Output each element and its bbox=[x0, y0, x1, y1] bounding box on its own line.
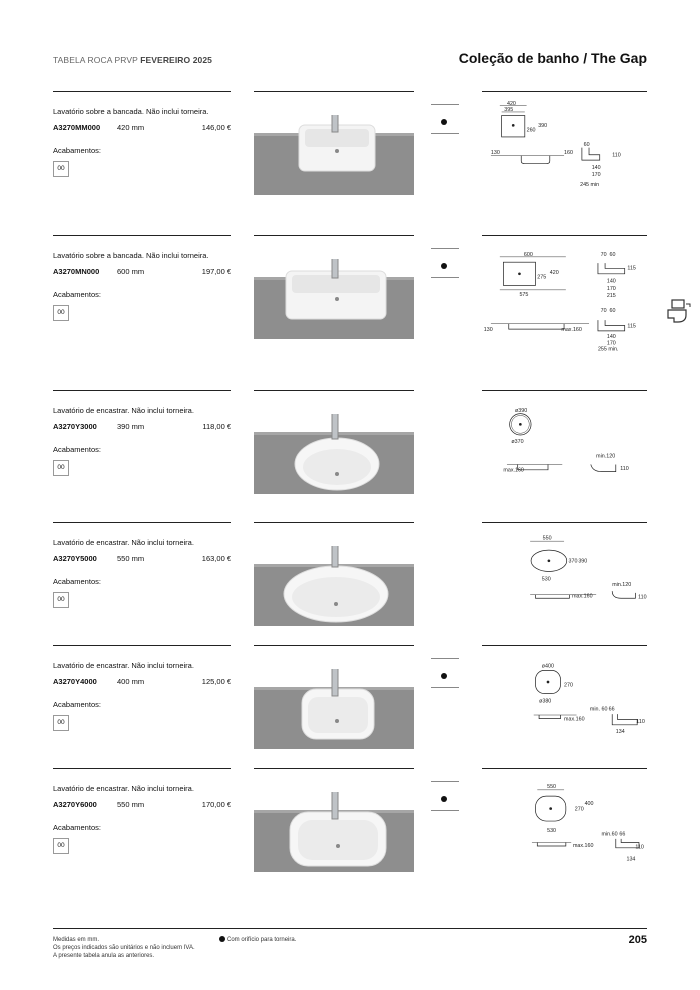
technical-drawing bbox=[482, 655, 647, 767]
dim-label: 245 min bbox=[580, 181, 600, 188]
product-price: 197,00 € bbox=[201, 267, 231, 276]
dim-label: 160 bbox=[564, 149, 573, 156]
product-row bbox=[53, 390, 647, 514]
finishes-label: Acabamentos: bbox=[53, 823, 101, 832]
row-divider bbox=[53, 390, 231, 391]
dim-label: ø370 bbox=[511, 439, 524, 446]
bullet-divider bbox=[431, 248, 459, 249]
product-code: A3270Y4000 bbox=[53, 677, 97, 686]
dim-label: 110 bbox=[636, 719, 645, 726]
dim-label: 170 bbox=[606, 285, 616, 292]
finish-swatch: 00 bbox=[53, 715, 69, 731]
dim-label: ø390 bbox=[515, 407, 528, 414]
dim-label: 140 bbox=[591, 165, 601, 172]
finishes-label: Acabamentos: bbox=[53, 146, 101, 155]
dim-label: 66 bbox=[608, 706, 615, 713]
finishes-label: Acabamentos: bbox=[53, 290, 101, 299]
dim-label: max.160 bbox=[503, 467, 524, 474]
product-photo bbox=[254, 115, 414, 195]
washbasin-image bbox=[295, 414, 379, 490]
row-divider bbox=[53, 768, 231, 769]
footer-notes: Medidas em mm. Os preços indicados são unitários e não incluem IVA. A presente tabela anula as anteriores. bbox=[53, 937, 195, 959]
product-price: 146,00 € bbox=[201, 123, 231, 132]
product-code: A3270Y5000 bbox=[53, 554, 97, 563]
dim-label: 170 bbox=[606, 340, 616, 347]
product-code: A3270MN000 bbox=[53, 267, 100, 276]
product-size: 550 mm bbox=[117, 554, 145, 563]
product-description: Lavatório de encastrar. Não inclui torneira. bbox=[53, 406, 194, 415]
filled-dot-icon bbox=[441, 263, 447, 269]
row-divider bbox=[53, 645, 231, 646]
row-divider bbox=[482, 645, 647, 646]
dim-label: max.160 bbox=[561, 326, 582, 333]
product-price: 170,00 € bbox=[201, 800, 231, 809]
washbasin-image bbox=[290, 792, 386, 866]
dim-label: 420 bbox=[506, 101, 516, 107]
dim-label: 70 bbox=[600, 308, 607, 315]
product-code: A3270Y3000 bbox=[53, 422, 97, 431]
footer-divider bbox=[53, 928, 647, 929]
product-price: 118,00 € bbox=[202, 422, 231, 431]
dim-label: 140 bbox=[606, 334, 616, 341]
row-divider bbox=[482, 768, 647, 769]
dim-label: 70 bbox=[600, 251, 607, 258]
row-divider bbox=[482, 91, 647, 92]
footer-legend: Com orifício para torneira. bbox=[219, 936, 296, 943]
dim-label: 60 bbox=[609, 308, 616, 315]
product-photo bbox=[254, 792, 414, 872]
dim-label: 110 bbox=[635, 844, 644, 851]
product-size: 550 mm bbox=[117, 800, 145, 809]
bullet-divider bbox=[431, 658, 459, 659]
toilet-icon bbox=[664, 298, 692, 326]
bullet-divider bbox=[431, 810, 459, 811]
dim-label: 400 bbox=[584, 801, 594, 808]
dim-label: 550 bbox=[542, 535, 552, 542]
dim-label: 270 bbox=[564, 682, 573, 689]
filled-dot-icon bbox=[441, 119, 447, 125]
product-description: Lavatório sobre a bancada. Não inclui torneira. bbox=[53, 251, 209, 260]
product-photo bbox=[254, 259, 414, 339]
dim-label: ø380 bbox=[539, 698, 552, 705]
finish-swatch: 00 bbox=[53, 592, 69, 608]
bullet-divider bbox=[431, 687, 459, 688]
dim-label: min.120 bbox=[596, 453, 616, 460]
product-row bbox=[53, 645, 647, 769]
product-description: Lavatório de encastrar. Não inclui torneira. bbox=[53, 784, 194, 793]
washbasin-image bbox=[299, 115, 375, 171]
row-divider bbox=[53, 235, 231, 236]
product-size: 400 mm bbox=[117, 677, 145, 686]
page-number: 205 bbox=[628, 934, 647, 946]
page-title: Coleção de banho / The Gap bbox=[458, 50, 647, 66]
product-row bbox=[53, 91, 647, 215]
dim-label: 60 bbox=[609, 251, 616, 258]
dim-label: min.120 bbox=[612, 581, 632, 588]
washbasin-image bbox=[284, 546, 388, 622]
dim-label: 60 bbox=[583, 141, 590, 148]
dim-label: 134 bbox=[615, 728, 625, 735]
finish-swatch: 00 bbox=[53, 161, 69, 177]
product-price: 125,00 € bbox=[201, 677, 231, 686]
finishes-label: Acabamentos: bbox=[53, 445, 101, 454]
row-divider bbox=[482, 235, 647, 236]
dim-label: 130 bbox=[490, 149, 500, 156]
technical-drawing bbox=[482, 778, 647, 890]
dim-label: 215 bbox=[606, 292, 616, 299]
washbasin-image bbox=[286, 259, 386, 319]
row-divider bbox=[254, 235, 414, 236]
finishes-label: Acabamentos: bbox=[53, 577, 101, 586]
product-code: A3270MM000 bbox=[53, 123, 101, 132]
dim-label: 420 bbox=[549, 269, 559, 276]
technical-drawing bbox=[482, 245, 647, 357]
product-photo bbox=[254, 414, 414, 494]
dim-label: 110 bbox=[638, 594, 647, 601]
dim-label: 275 bbox=[537, 274, 547, 281]
finish-swatch: 00 bbox=[53, 838, 69, 854]
product-size: 420 mm bbox=[117, 123, 145, 132]
finish-swatch: 00 bbox=[53, 460, 69, 476]
dim-label: max.160 bbox=[564, 716, 585, 723]
filled-dot-icon bbox=[441, 673, 447, 679]
header-edition: TABELA ROCA PRVP FEVEREIRO 2025 bbox=[53, 55, 213, 65]
dim-label: 115 bbox=[627, 265, 636, 272]
dim-label: 110 bbox=[612, 152, 621, 159]
dim-label: 575 bbox=[519, 292, 529, 299]
dim-label: 115 bbox=[627, 323, 636, 330]
dim-label: ø400 bbox=[541, 663, 554, 670]
product-code: A3270Y6000 bbox=[53, 800, 97, 809]
dim-label: max.160 bbox=[572, 842, 594, 849]
filled-dot-icon bbox=[441, 796, 447, 802]
product-photo bbox=[254, 669, 414, 749]
bullet-divider bbox=[431, 781, 459, 782]
product-size: 390 mm bbox=[117, 422, 145, 431]
row-divider bbox=[482, 390, 647, 391]
dim-label: 390 bbox=[578, 558, 588, 565]
dim-label: 255 min. bbox=[597, 346, 619, 353]
product-description: Lavatório de encastrar. Não inclui torneira. bbox=[53, 661, 194, 670]
dim-label: 600 bbox=[523, 251, 533, 258]
dim-label: 530 bbox=[547, 827, 557, 834]
row-divider bbox=[482, 522, 647, 523]
bullet-divider bbox=[431, 104, 459, 105]
bullet-divider bbox=[431, 133, 459, 134]
row-divider bbox=[254, 645, 414, 646]
product-row bbox=[53, 235, 647, 359]
dim-label: 110 bbox=[620, 465, 629, 472]
technical-drawing bbox=[482, 101, 647, 213]
technical-drawing bbox=[482, 532, 647, 644]
row-divider bbox=[53, 522, 231, 523]
finishes-label: Acabamentos: bbox=[53, 700, 101, 709]
row-divider bbox=[254, 768, 414, 769]
row-divider bbox=[53, 91, 231, 92]
dim-label: 550 bbox=[547, 784, 557, 791]
finish-swatch: 00 bbox=[53, 305, 69, 321]
row-divider bbox=[254, 522, 414, 523]
dim-label: 134 bbox=[626, 856, 636, 863]
dim-label: 170 bbox=[591, 172, 601, 179]
dim-label: 395 bbox=[504, 107, 514, 114]
dim-label: min.60 bbox=[601, 831, 618, 838]
row-divider bbox=[254, 390, 414, 391]
washbasin-image bbox=[302, 669, 374, 739]
dim-label: 370 bbox=[568, 558, 578, 565]
dim-label: max.160 bbox=[572, 593, 593, 600]
product-description: Lavatório de encastrar. Não inclui torneira. bbox=[53, 538, 194, 547]
dim-label: 140 bbox=[606, 278, 616, 285]
dim-label: 270 bbox=[574, 806, 584, 813]
dim-label: 390 bbox=[538, 123, 548, 130]
product-row bbox=[53, 768, 647, 892]
dim-label: 66 bbox=[619, 831, 626, 838]
dim-label: 530 bbox=[541, 576, 551, 583]
dim-label: min. 60 bbox=[589, 706, 608, 713]
bullet-divider bbox=[431, 277, 459, 278]
dim-label: 260 bbox=[526, 127, 536, 134]
product-photo bbox=[254, 546, 414, 626]
product-description: Lavatório sobre a bancada. Não inclui torneira. bbox=[53, 107, 209, 116]
filled-dot-icon bbox=[219, 936, 225, 942]
product-price: 163,00 € bbox=[201, 554, 231, 563]
dim-label: 130 bbox=[483, 326, 493, 333]
product-size: 600 mm bbox=[117, 267, 145, 276]
technical-drawing bbox=[482, 400, 647, 512]
row-divider bbox=[254, 91, 414, 92]
product-row bbox=[53, 522, 647, 646]
